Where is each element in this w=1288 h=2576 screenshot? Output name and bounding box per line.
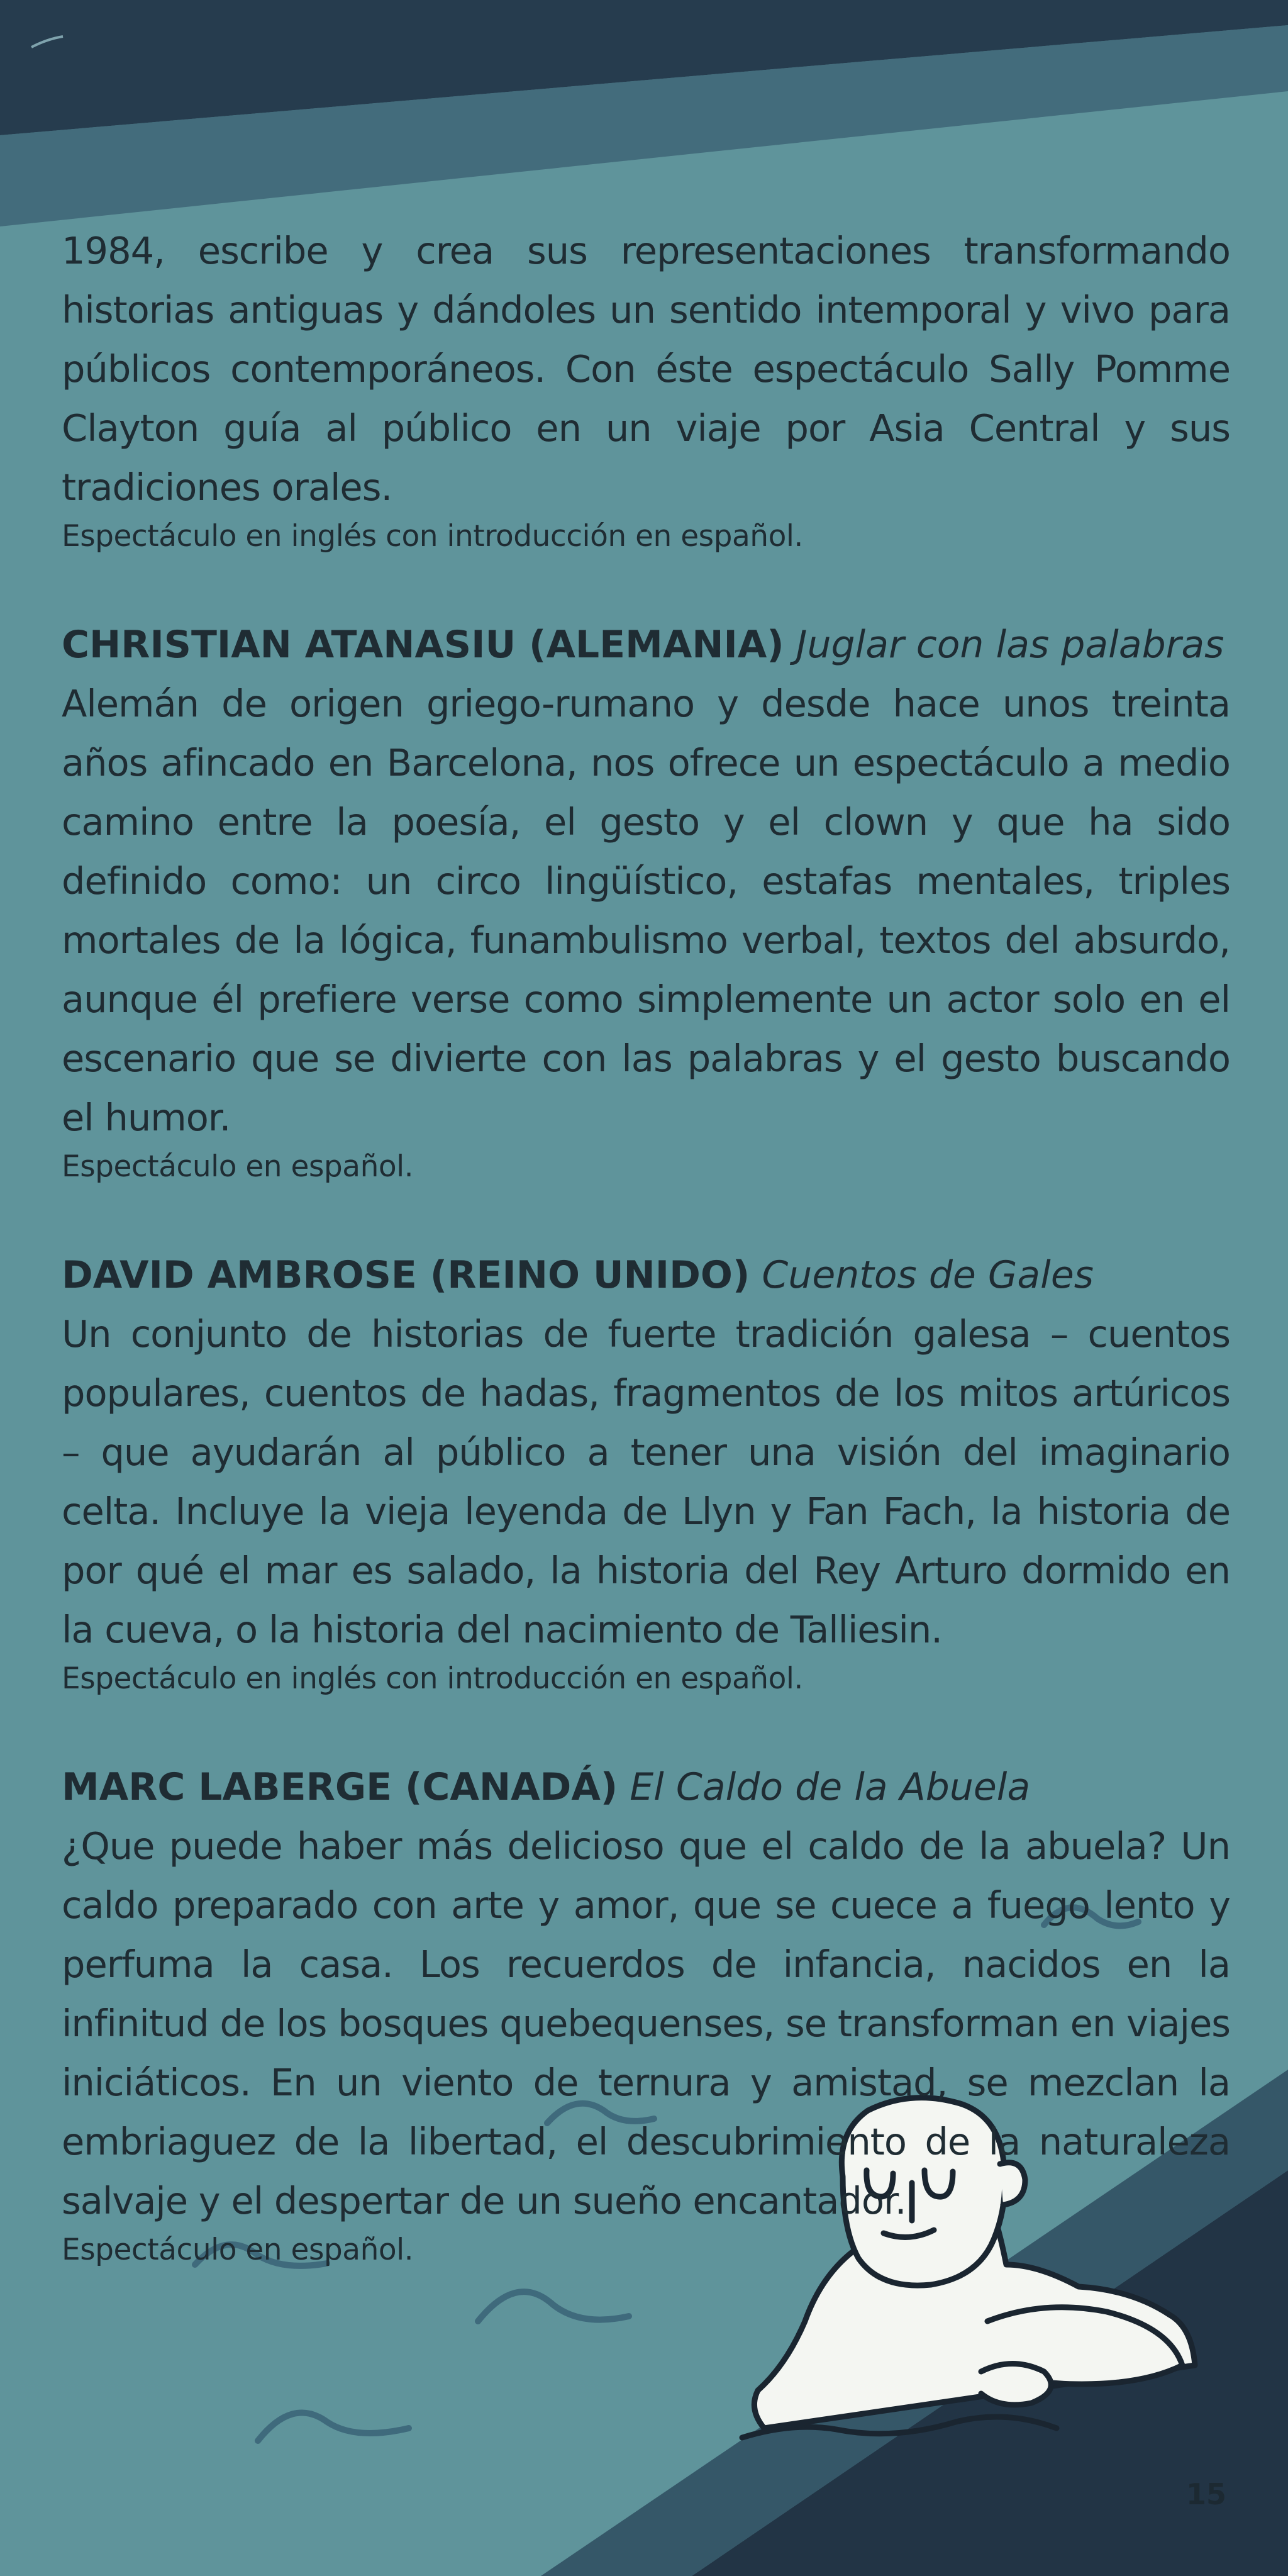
entry-david-ambrose	[62, 1246, 1230, 1698]
entry-description: Un conjunto de historias de fuerte tradición galesa – cuentos populares, cuentos de hadas, fragmentos de los mitos artúricos – que ayudarán al público a tener una visión del imaginario celta. Incluye la vieja leyenda de Llyn y Fan Fach, la historia de por qué el mar es salado, la historia del Rey Arturo dormido en la cueva, o la historia del nacimiento de Talliesin.	[62, 1312, 1230, 1651]
entry-description: Alemán de origen griego-rumano y desde hace unos treinta años afincado en Barcelona, nos ofrece un espectáculo a medio camino entre la poesía, el gesto y el clown y que ha sido definido como: un circo lingüístico, estafas mentales, triples mortales de la lógica, funambulismo verbal, textos del absurdo, aunque él prefiere verse como simplemente un actor solo en el escenario que se divierte con las palabras y el gesto buscando el humor.	[62, 682, 1230, 1139]
entry-heading	[62, 615, 1230, 674]
entry-heading	[62, 1246, 1230, 1305]
performer-name: CHRISTIAN ATANASIU (ALEMANIA)	[62, 623, 784, 667]
swimmer-hand	[981, 2364, 1051, 2405]
wave-mark	[478, 2292, 629, 2321]
language-note: Espectáculo en español.	[62, 1149, 414, 1184]
performer-name: MARC LABERGE (CANADÁ)	[62, 1765, 618, 1809]
show-title: El Caldo de la Abuela	[630, 1765, 1031, 1809]
show-title: Cuentos de Gales	[762, 1253, 1094, 1297]
intro-section	[62, 221, 1230, 556]
page-number: 15	[1185, 2477, 1226, 2511]
show-title: Juglar con las palabras	[796, 623, 1224, 667]
entry-marc-laberge	[62, 1758, 1230, 2270]
language-note: Espectáculo en español.	[62, 2233, 414, 2267]
entry-heading	[62, 1758, 1230, 1817]
language-note: Espectáculo en inglés con introducción en español.	[62, 1661, 803, 1696]
entry-description: ¿Que puede haber más delicioso que el caldo de la abuela? Un caldo preparado con arte y amor, que se cuece a fuego lento y perfuma la casa. Los recuerdos de infancia, nacidos en la infinitud de los bosques quebequenses, se transforman en viajes iniciáticos. En un viento de ternura y amistad, se mezclan la embriaguez de la libertad, el descubrimiento de la naturaleza salvaje y el despertar de un sueño encantador.	[62, 1824, 1230, 2222]
wave-mark	[258, 2412, 409, 2441]
intro-language-note: Espectáculo en inglés con introducción en español.	[62, 519, 803, 554]
entry-christian-atanasiu	[62, 615, 1230, 1186]
article-content	[62, 221, 1230, 2270]
intro-paragraph: 1984, escribe y crea sus representaciones transformando historias antiguas y dándoles un sentido intemporal y vivo para públicos contemporáneos. Con éste espectáculo Sally Pomme Clayton guía al público en un viaje por Asia Central y sus tradiciones orales.	[62, 229, 1230, 509]
performer-name: DAVID AMBROSE (REINO UNIDO)	[62, 1253, 750, 1297]
